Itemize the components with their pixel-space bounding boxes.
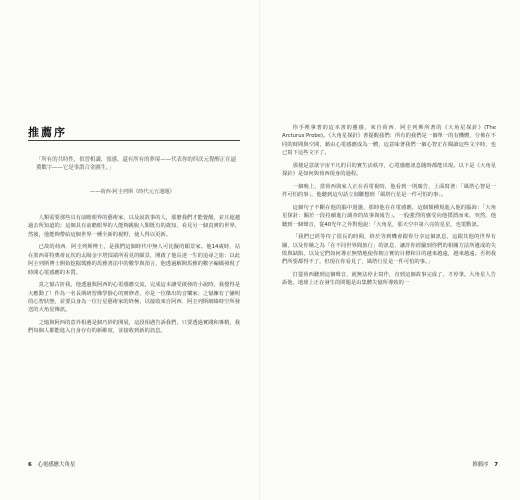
left-footer bbox=[28, 460, 75, 468]
paragraph: 打從荷西聽到這個聲音，就無法停止寫作，直到這個故事完成了，才停筆。大角星人告訴他，地球上正在發生的問題是由集體失憶所導致的一 bbox=[282, 272, 496, 287]
paragraph: 已故的荷西．阿圭列斯博士，是我們這個時代中無人可比擬的願景家。他14歲時，站在墨西哥特奧蒂瓦坎的太陽金字塔頂端所看見的願景，開啟了他長達一生的追尋之旅：以此阿圭列斯博士開始挖掘瑪雅的馬雅書法中的數學與預言，他透過解開馬雅的數字編碼發現了時間心電感應的本質。 bbox=[28, 244, 240, 276]
page-number: 7 bbox=[494, 462, 498, 468]
right-body bbox=[282, 124, 496, 292]
paragraph: 真之憶古折我，他透過與阿西的心電感應交流，完成這本讓受啟發的小說時，我覺得是大應動了！作為一名長期研習佛學靜心的實修者，亦是一位傑出的音樂家；之憶擁有了彌明的心智狀態，並要具身為一位行星藝術家的終極，以接收來自阿西．阿圭列斯網絡時空所發送的大角星傳訊。 bbox=[28, 282, 240, 314]
page-number: 6 bbox=[28, 462, 32, 468]
epigraph-source: ——荷西·阿圭列斯《時代元五運題》 bbox=[90, 189, 175, 195]
running-head: 推薦序 bbox=[472, 462, 489, 468]
title-rule bbox=[28, 140, 240, 141]
paragraph: 你手裡拿著的這本書的靈感，來自荷西．阿圭列斯所著的《大角星探針》(The Arcturus Probe)。《大角星探針》書提醒我們：所有的我們是一個單一的有機體，分佈在不同的時間與空間，藉由心電感應成為一體，這意味著我們一個心智正在閱讀這些文字時，也已寫下這些文字了。 bbox=[282, 125, 496, 157]
right-footer bbox=[472, 460, 498, 468]
right-page bbox=[260, 0, 520, 500]
paragraph: 人類需要那些具有前瞻眼界的藝術家、以及說故事的人，那麼我們才能覺醒，並且超越過去所知道的；這個具有前瞻眼界的人能夠跳脫人類既有的歲知，看見另一個真實的世界，然後，他能夠帶給這個世界一種全新的視野，使人得以更新。 bbox=[28, 215, 240, 238]
paragraph: 這個句子不斷在他的腦中迴盪，那時他在在電感應，這個類種規進入他的腦海：「大角星探針：關於一段持續進行調查的故事與報告」。一股強烈的感受向他撲湧而來，突然，他聽到一個聲音，從40光年之外對他說：「大角星，那天空中第六亮的星星，也電動訊。 bbox=[282, 204, 496, 228]
paragraph: 之憶與阿西的意外相遇是個巧妙的開展，這段相遇告訴我們，只要透過實踐和專精，我們每個人都能進入自身存有的新維度，並接收到新的訊息。 bbox=[28, 320, 240, 335]
epigraph: 「所有的共時性，似曾相識，預感，還有所有的夢境——代表你的四次元覺醒正在逼冀數字——它是事謂合金圖生。」 bbox=[36, 157, 236, 172]
running-head: 心電感應大角星 bbox=[37, 462, 76, 468]
left-body bbox=[28, 214, 240, 340]
section-title: 推薦序 bbox=[28, 126, 67, 139]
paragraph: 一個晚上，當荷西與家人正在看電視時，他看到一則廣告，上面寫著：「風塔心智是一件可怕的事」，他聽到這句話立刻聯想到「風塔行星是一件可怕的事」。 bbox=[282, 183, 496, 199]
paragraph: 「我們已經等待了很長的時間，終於等到機會跟你分享這個訊息，這跟其他的世界有關，以及你稱之為「在不同世界間旅行」的訊息，讓許你經驗到你們的相關方法所遺成的失敗與缺陷，以及它們如何導正無情地使你朝言實的目標和目的越來越遠，越來越遠。否則我們所要都得不了，但現在你看見了，風塔行星是一件可怕的事。」 bbox=[282, 234, 496, 266]
paragraph: 那便是意欲宇宙不凡的目的實生活秩序，心電感應訊息隨時都能出現。以下是《大角星探針》是如何與荷西現身的過程。 bbox=[282, 162, 496, 178]
